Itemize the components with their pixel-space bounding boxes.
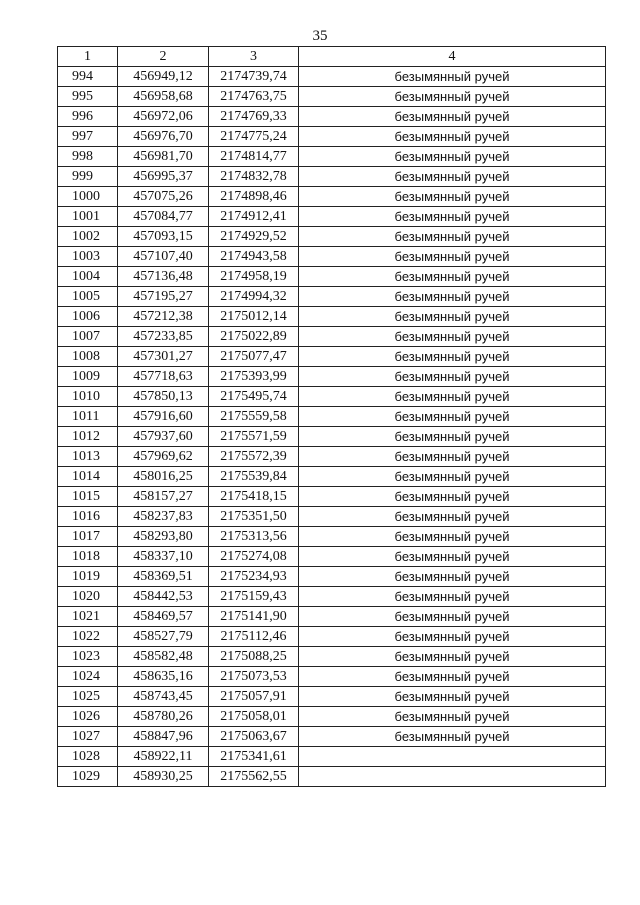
x-coordinate-cell: 456995,37 xyxy=(118,167,209,187)
point-number-cell: 1016 xyxy=(58,507,118,527)
table-row xyxy=(58,347,606,367)
x-coordinate-cell: 458527,79 xyxy=(118,627,209,647)
x-coordinate-cell: 458635,16 xyxy=(118,667,209,687)
table-row xyxy=(58,647,606,667)
page-number: 35 xyxy=(312,28,328,44)
point-number-cell: 1007 xyxy=(58,327,118,347)
y-coordinate-cell: 2175088,25 xyxy=(209,647,299,667)
coordinates-table xyxy=(57,46,606,787)
point-number-cell: 1024 xyxy=(58,667,118,687)
x-coordinate-cell: 458442,53 xyxy=(118,587,209,607)
description-cell: безымянный ручей xyxy=(299,407,606,427)
point-number-cell: 1015 xyxy=(58,487,118,507)
description-cell: безымянный ручей xyxy=(299,207,606,227)
x-coordinate-cell: 458469,57 xyxy=(118,607,209,627)
point-number-cell: 1009 xyxy=(58,367,118,387)
x-coordinate-cell: 457916,60 xyxy=(118,407,209,427)
x-coordinate-cell: 457084,77 xyxy=(118,207,209,227)
table-row xyxy=(58,767,606,787)
x-coordinate-cell: 457075,26 xyxy=(118,187,209,207)
x-coordinate-cell: 458743,45 xyxy=(118,687,209,707)
table-row xyxy=(58,607,606,627)
point-number-cell: 997 xyxy=(58,127,118,147)
description-cell: безымянный ручей xyxy=(299,307,606,327)
y-coordinate-cell: 2174912,41 xyxy=(209,207,299,227)
y-coordinate-cell: 2175539,84 xyxy=(209,467,299,487)
point-number-cell: 1003 xyxy=(58,247,118,267)
table-row xyxy=(58,127,606,147)
x-coordinate-cell: 458847,96 xyxy=(118,727,209,747)
description-cell: безымянный ручей xyxy=(299,187,606,207)
table-row xyxy=(58,487,606,507)
y-coordinate-cell: 2174943,58 xyxy=(209,247,299,267)
y-coordinate-cell: 2175159,43 xyxy=(209,587,299,607)
table-row xyxy=(58,427,606,447)
y-coordinate-cell: 2175058,01 xyxy=(209,707,299,727)
y-coordinate-cell: 2174763,75 xyxy=(209,87,299,107)
description-cell: безымянный ручей xyxy=(299,727,606,747)
x-coordinate-cell: 458922,11 xyxy=(118,747,209,767)
point-number-cell: 1014 xyxy=(58,467,118,487)
description-cell: безымянный ручей xyxy=(299,507,606,527)
y-coordinate-cell: 2174814,77 xyxy=(209,147,299,167)
description-cell: безымянный ручей xyxy=(299,687,606,707)
description-cell: безымянный ручей xyxy=(299,167,606,187)
y-coordinate-cell: 2174958,19 xyxy=(209,267,299,287)
point-number-cell: 1022 xyxy=(58,627,118,647)
table-row xyxy=(58,207,606,227)
table-row xyxy=(58,307,606,327)
point-number-cell: 1019 xyxy=(58,567,118,587)
table-row xyxy=(58,447,606,467)
description-cell: безымянный ручей xyxy=(299,147,606,167)
y-coordinate-cell: 2174898,46 xyxy=(209,187,299,207)
description-cell: безымянный ручей xyxy=(299,327,606,347)
description-cell xyxy=(299,767,606,787)
table-row xyxy=(58,467,606,487)
description-cell: безымянный ручей xyxy=(299,547,606,567)
x-coordinate-cell: 456981,70 xyxy=(118,147,209,167)
x-coordinate-cell: 456972,06 xyxy=(118,107,209,127)
table-row xyxy=(58,567,606,587)
description-cell: безымянный ручей xyxy=(299,247,606,267)
y-coordinate-cell: 2175012,14 xyxy=(209,307,299,327)
x-coordinate-cell: 457233,85 xyxy=(118,327,209,347)
description-cell: безымянный ручей xyxy=(299,387,606,407)
table-row xyxy=(58,627,606,647)
description-cell: безымянный ручей xyxy=(299,627,606,647)
description-cell: безымянный ручей xyxy=(299,87,606,107)
table-row xyxy=(58,707,606,727)
x-coordinate-cell: 458237,83 xyxy=(118,507,209,527)
description-cell: безымянный ручей xyxy=(299,367,606,387)
x-coordinate-cell: 457136,48 xyxy=(118,267,209,287)
y-coordinate-cell: 2174832,78 xyxy=(209,167,299,187)
table-row xyxy=(58,247,606,267)
description-cell: безымянный ручей xyxy=(299,567,606,587)
point-number-cell: 1002 xyxy=(58,227,118,247)
description-cell: безымянный ручей xyxy=(299,267,606,287)
point-number-cell: 996 xyxy=(58,107,118,127)
table-row xyxy=(58,527,606,547)
table-row xyxy=(58,587,606,607)
description-cell: безымянный ручей xyxy=(299,227,606,247)
y-coordinate-cell: 2175234,93 xyxy=(209,567,299,587)
description-cell: безымянный ручей xyxy=(299,107,606,127)
point-number-cell: 1008 xyxy=(58,347,118,367)
description-cell: безымянный ручей xyxy=(299,487,606,507)
description-cell: безымянный ручей xyxy=(299,467,606,487)
description-cell: безымянный ручей xyxy=(299,287,606,307)
y-coordinate-cell: 2175141,90 xyxy=(209,607,299,627)
y-coordinate-cell: 2175418,15 xyxy=(209,487,299,507)
x-coordinate-cell: 458293,80 xyxy=(118,527,209,547)
table-row xyxy=(58,167,606,187)
y-coordinate-cell: 2175562,55 xyxy=(209,767,299,787)
description-cell: безымянный ручей xyxy=(299,667,606,687)
y-coordinate-cell: 2175495,74 xyxy=(209,387,299,407)
point-number-cell: 999 xyxy=(58,167,118,187)
table-row xyxy=(58,727,606,747)
point-number-cell: 1000 xyxy=(58,187,118,207)
y-coordinate-cell: 2175572,39 xyxy=(209,447,299,467)
point-number-cell: 1012 xyxy=(58,427,118,447)
description-cell: безымянный ручей xyxy=(299,347,606,367)
x-coordinate-cell: 457212,38 xyxy=(118,307,209,327)
description-cell: безымянный ручей xyxy=(299,527,606,547)
y-coordinate-cell: 2175077,47 xyxy=(209,347,299,367)
y-coordinate-cell: 2175274,08 xyxy=(209,547,299,567)
description-cell: безымянный ручей xyxy=(299,67,606,87)
x-coordinate-cell: 458337,10 xyxy=(118,547,209,567)
table-row xyxy=(58,147,606,167)
x-coordinate-cell: 458930,25 xyxy=(118,767,209,787)
column-header: 4 xyxy=(299,47,606,67)
y-coordinate-cell: 2175057,91 xyxy=(209,687,299,707)
table-row xyxy=(58,287,606,307)
point-number-cell: 1026 xyxy=(58,707,118,727)
y-coordinate-cell: 2175112,46 xyxy=(209,627,299,647)
point-number-cell: 1006 xyxy=(58,307,118,327)
point-number-cell: 1028 xyxy=(58,747,118,767)
y-coordinate-cell: 2174994,32 xyxy=(209,287,299,307)
x-coordinate-cell: 457093,15 xyxy=(118,227,209,247)
table-row xyxy=(58,367,606,387)
y-coordinate-cell: 2175313,56 xyxy=(209,527,299,547)
x-coordinate-cell: 457107,40 xyxy=(118,247,209,267)
y-coordinate-cell: 2174775,24 xyxy=(209,127,299,147)
y-coordinate-cell: 2174769,33 xyxy=(209,107,299,127)
point-number-cell: 1025 xyxy=(58,687,118,707)
point-number-cell: 1021 xyxy=(58,607,118,627)
y-coordinate-cell: 2175351,50 xyxy=(209,507,299,527)
x-coordinate-cell: 457937,60 xyxy=(118,427,209,447)
table-row xyxy=(58,507,606,527)
description-cell: безымянный ручей xyxy=(299,707,606,727)
x-coordinate-cell: 458582,48 xyxy=(118,647,209,667)
column-header: 3 xyxy=(209,47,299,67)
point-number-cell: 1020 xyxy=(58,587,118,607)
y-coordinate-cell: 2175022,89 xyxy=(209,327,299,347)
table-row xyxy=(58,327,606,347)
table-row xyxy=(58,267,606,287)
table-body xyxy=(58,47,606,787)
table-row xyxy=(58,107,606,127)
table-row xyxy=(58,687,606,707)
point-number-cell: 998 xyxy=(58,147,118,167)
point-number-cell: 1001 xyxy=(58,207,118,227)
point-number-cell: 1004 xyxy=(58,267,118,287)
y-coordinate-cell: 2175341,61 xyxy=(209,747,299,767)
table-row xyxy=(58,87,606,107)
table-row xyxy=(58,227,606,247)
description-cell: безымянный ручей xyxy=(299,427,606,447)
description-cell: безымянный ручей xyxy=(299,127,606,147)
description-cell xyxy=(299,747,606,767)
y-coordinate-cell: 2175063,67 xyxy=(209,727,299,747)
table-row xyxy=(58,547,606,567)
description-cell: безымянный ручей xyxy=(299,647,606,667)
y-coordinate-cell: 2174929,52 xyxy=(209,227,299,247)
table-row xyxy=(58,747,606,767)
x-coordinate-cell: 456976,70 xyxy=(118,127,209,147)
point-number-cell: 1011 xyxy=(58,407,118,427)
x-coordinate-cell: 456958,68 xyxy=(118,87,209,107)
point-number-cell: 1005 xyxy=(58,287,118,307)
point-number-cell: 1023 xyxy=(58,647,118,667)
description-cell: безымянный ручей xyxy=(299,587,606,607)
x-coordinate-cell: 457195,27 xyxy=(118,287,209,307)
point-number-cell: 1027 xyxy=(58,727,118,747)
point-number-cell: 1017 xyxy=(58,527,118,547)
table-header-row xyxy=(58,47,606,67)
column-header: 1 xyxy=(58,47,118,67)
y-coordinate-cell: 2174739,74 xyxy=(209,67,299,87)
x-coordinate-cell: 458780,26 xyxy=(118,707,209,727)
x-coordinate-cell: 456949,12 xyxy=(118,67,209,87)
table-row xyxy=(58,667,606,687)
x-coordinate-cell: 457301,27 xyxy=(118,347,209,367)
point-number-cell: 994 xyxy=(58,67,118,87)
y-coordinate-cell: 2175393,99 xyxy=(209,367,299,387)
table-row xyxy=(58,387,606,407)
description-cell: безымянный ручей xyxy=(299,607,606,627)
y-coordinate-cell: 2175073,53 xyxy=(209,667,299,687)
y-coordinate-cell: 2175571,59 xyxy=(209,427,299,447)
x-coordinate-cell: 458157,27 xyxy=(118,487,209,507)
table-row xyxy=(58,407,606,427)
table-row xyxy=(58,67,606,87)
point-number-cell: 1013 xyxy=(58,447,118,467)
table-row xyxy=(58,187,606,207)
point-number-cell: 1029 xyxy=(58,767,118,787)
x-coordinate-cell: 457969,62 xyxy=(118,447,209,467)
column-header: 2 xyxy=(118,47,209,67)
x-coordinate-cell: 457718,63 xyxy=(118,367,209,387)
point-number-cell: 995 xyxy=(58,87,118,107)
x-coordinate-cell: 458369,51 xyxy=(118,567,209,587)
x-coordinate-cell: 458016,25 xyxy=(118,467,209,487)
point-number-cell: 1018 xyxy=(58,547,118,567)
x-coordinate-cell: 457850,13 xyxy=(118,387,209,407)
point-number-cell: 1010 xyxy=(58,387,118,407)
y-coordinate-cell: 2175559,58 xyxy=(209,407,299,427)
description-cell: безымянный ручей xyxy=(299,447,606,467)
